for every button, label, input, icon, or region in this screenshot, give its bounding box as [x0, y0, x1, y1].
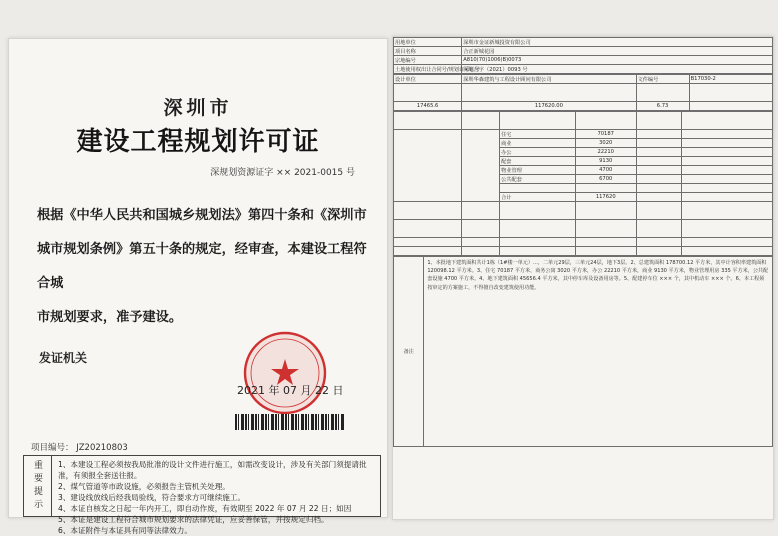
table-row — [394, 238, 773, 247]
note-item: 3、建设线放线后经我局验线，符合要求方可继续施工。 — [58, 493, 246, 502]
cell — [575, 112, 636, 130]
body-line-3: 市规划要求，准予建设。 — [37, 310, 183, 325]
cell — [636, 202, 681, 220]
cell — [682, 238, 773, 247]
remarks-table — [393, 256, 773, 447]
cell — [575, 220, 636, 238]
project-number — [31, 441, 128, 453]
body-line-1: 根据《中华人民共和国城乡规划法》第四十条和《深圳市 — [37, 208, 367, 223]
table-row — [394, 112, 773, 130]
cell — [682, 184, 773, 193]
cell — [636, 148, 681, 157]
cell — [500, 238, 576, 247]
cell — [682, 220, 773, 238]
document-number: 深规划资源证字 ×× 2021-0015 号 — [210, 168, 355, 178]
cell — [682, 112, 773, 130]
cell — [682, 148, 773, 157]
cell — [636, 157, 681, 166]
cell — [462, 112, 500, 130]
cell — [394, 247, 462, 256]
note-item: 4、本证自核发之日起一年内开工，即自动作废，有效期至 2022 年 07 月 22 日；如因 — [58, 504, 352, 513]
remarks-text: 1、本批地下建筑面积共计1栋（1#楼一单元）...，二单元29层，三单元24层，地下3层。2、总建筑面积 178700.12 平方米，其中计容积率建筑面积 120098.12 平方米。3、住宅 70187 平方米，商务公寓 3020 平方米，办公 22210 平方米，商业 9130 平方米，物业管理用房 335 平方米，公共配套设施 4700 平方米。4、地下建筑面积 45656.4 平方米，其中停车库及设备用房等。5、配建停车位 ××× 个，其中机动车 ××× 个。6、本工程须按审定的方案施工，不得擅自改变建筑使用功能。 — [424, 257, 773, 447]
use-label: 住宅 — [500, 130, 576, 139]
barcode-icon — [235, 414, 345, 430]
remarks-label: 备注 — [394, 257, 424, 447]
cell — [636, 139, 681, 148]
cell — [394, 238, 462, 247]
table-row — [394, 102, 773, 111]
cell — [636, 175, 681, 184]
total-area-cell: 17465.6 — [394, 102, 462, 111]
cell — [636, 184, 681, 193]
table-row — [394, 47, 773, 56]
cell — [394, 112, 462, 130]
cell — [689, 84, 772, 102]
table-row — [394, 38, 773, 47]
project-number-value: JZ20210803 — [76, 443, 128, 453]
cell — [636, 130, 681, 139]
table-row — [394, 202, 773, 220]
cell — [575, 202, 636, 220]
design-unit-table — [393, 74, 773, 111]
cell — [394, 84, 462, 102]
project-number-label: 项目编号： — [31, 443, 74, 453]
cell — [682, 166, 773, 175]
use-value: 4700 — [575, 166, 636, 175]
table-row — [394, 257, 773, 447]
cell: 设计单位 — [394, 75, 462, 84]
cell: B17030-2 — [689, 75, 772, 84]
cell — [575, 238, 636, 247]
use-value: 3020 — [575, 139, 636, 148]
cell — [636, 166, 681, 175]
use-label: 合计 — [500, 193, 576, 202]
permit-certificate-page — [8, 38, 388, 535]
row-value: 深地合字（2021）0093 号 — [462, 65, 773, 74]
cell: 文件编号 — [636, 75, 689, 84]
permit-attachment-table-page — [392, 36, 774, 520]
row-value: A810(70)1006(B)0073 — [462, 56, 773, 65]
note-item: 6、本证附件与本证具有同等法律效力。 — [58, 526, 192, 535]
row-value: 深圳市金证新城投资有限公司 — [462, 38, 773, 47]
cell — [394, 130, 462, 202]
cell — [462, 220, 500, 238]
project-info-table — [393, 37, 773, 74]
note-item: 1、本建设工程必须按我局批准的设计文件进行施工，如需改变设计，涉及有关部门须提请批准，有须报全套送往报。 — [58, 460, 367, 480]
row-label: 土地使用权出让合同号/规划许可证号 — [395, 66, 480, 73]
cell — [682, 139, 773, 148]
use-label: 办公 — [500, 148, 576, 157]
table-row — [394, 56, 773, 65]
table-row — [394, 220, 773, 238]
row-label: 用地单位 — [394, 38, 462, 47]
row-value: 合正新城花园 — [462, 47, 773, 56]
cell — [394, 220, 462, 238]
table-row — [394, 130, 773, 139]
cell — [500, 202, 576, 220]
body-line-2: 城市规划条例》第五十条的规定，经审查，本建设工程符合城 — [37, 242, 367, 291]
row-label: 项目名称 — [394, 47, 462, 56]
total-area-cell: 117620.00 — [462, 102, 636, 111]
cell — [462, 247, 500, 256]
cell — [575, 184, 636, 193]
table-row — [394, 84, 773, 102]
note-item: 5、本证是建设工程符合城市规划要求的法律凭证，应妥善保管，并按规定归档。 — [58, 515, 329, 524]
permit-body — [37, 199, 369, 335]
use-value: 117620 — [575, 193, 636, 202]
use-value: 22210 — [575, 148, 636, 157]
use-value: 6700 — [575, 175, 636, 184]
cell — [682, 157, 773, 166]
city-heading: 深圳市 — [163, 97, 233, 119]
cell — [636, 238, 681, 247]
cell — [462, 84, 636, 102]
important-notes-box — [23, 455, 381, 535]
notes-list — [52, 456, 380, 535]
cell — [682, 193, 773, 202]
cell — [689, 102, 772, 111]
issue-date: 2021 年 07 月 22 日 — [237, 384, 344, 397]
cell — [500, 247, 576, 256]
cell — [500, 220, 576, 238]
cell — [462, 202, 500, 220]
cell — [682, 247, 773, 256]
use-label: 商业 — [500, 139, 576, 148]
cell: 深圳华森建筑与工程设计顾问有限公司 — [462, 75, 636, 84]
cell — [462, 238, 500, 247]
use-label: 物业管理 — [500, 166, 576, 175]
use-value: 9130 — [575, 157, 636, 166]
cell — [462, 130, 500, 202]
far-cell: 6.73 — [636, 102, 689, 111]
table-row — [394, 75, 773, 84]
permit-title: 建设工程规划许可证 — [76, 127, 320, 157]
cell — [636, 193, 681, 202]
cell — [500, 112, 576, 130]
table-row — [394, 65, 773, 74]
cell — [575, 247, 636, 256]
cell — [682, 202, 773, 220]
cell — [636, 247, 681, 256]
use-value: 70187 — [575, 130, 636, 139]
row-label: 宗地编号 — [394, 56, 462, 65]
cell — [500, 184, 576, 193]
cell — [394, 202, 462, 220]
use-label: 公共配套 — [500, 175, 576, 184]
cell — [636, 220, 681, 238]
notes-heading: 重要提示 — [24, 456, 52, 516]
table-row — [394, 247, 773, 256]
building-area-table — [393, 111, 773, 256]
cell — [682, 130, 773, 139]
cell — [682, 175, 773, 184]
cell — [636, 112, 681, 130]
use-label: 配套 — [500, 157, 576, 166]
official-seal-icon — [241, 329, 329, 417]
note-item: 2、煤气管道等市政设施，必须报告主管机关处理。 — [58, 482, 230, 491]
cell — [636, 84, 689, 102]
issuer-label: 发证机关 — [39, 351, 88, 365]
